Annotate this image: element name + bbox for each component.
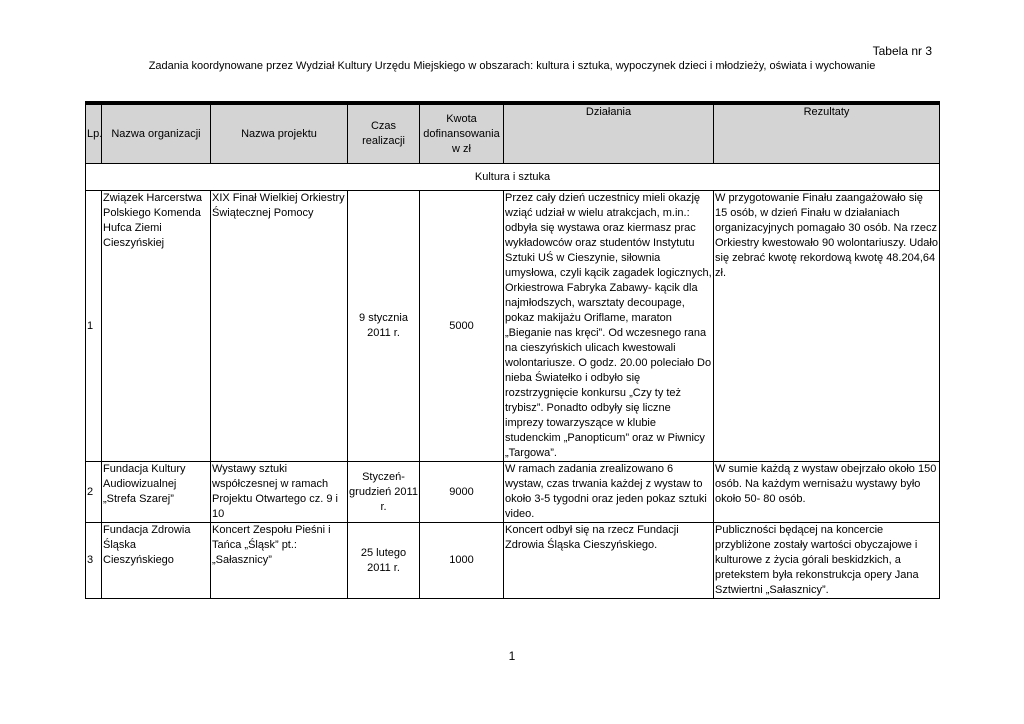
cell-project: XIX Finał Wielkiej Orkiestry Świątecznej Pomocy [211, 191, 348, 462]
col-header-project: Nazwa projektu [211, 105, 348, 164]
col-header-organization: Nazwa organizacji [102, 105, 211, 164]
table-row [86, 191, 940, 462]
cell-amount: 9000 [420, 462, 504, 523]
cell-organization: Fundacja Zdrowia Śląska Cieszyńskiego [102, 523, 211, 599]
col-header-results: Rezultaty [714, 105, 940, 164]
section-row [86, 164, 940, 191]
cell-time: Styczeń-grudzień 2011 r. [348, 462, 420, 523]
cell-lp: 3 [86, 523, 102, 599]
table-number: Tabela nr 3 [872, 44, 932, 58]
col-header-actions: Działania [504, 105, 714, 164]
col-header-lp: Lp. [86, 105, 102, 164]
cell-results: Publiczności będącej na koncercie przybliżone zostały wartości obyczajowe i kulturowe z życia górali beskidzkich, a pretekstem była rekonstrukcja opery Jana Sztwiertni „Sałasznicy”. [714, 523, 940, 599]
cell-actions: Koncert odbył się na rzecz Fundacji Zdrowia Śląska Cieszyńskiego. [504, 523, 714, 599]
table-row [86, 462, 940, 523]
table-header-row [86, 105, 940, 164]
page-number: 1 [508, 649, 516, 663]
cell-actions: W ramach zadania zrealizowano 6 wystaw, czas trwania każdej z wystaw to około 3-5 tygodni oraz jeden pokaz sztuki video. [504, 462, 714, 523]
cell-lp: 2 [86, 462, 102, 523]
col-header-amount: Kwota dofinansowania w zł [420, 105, 504, 164]
cell-organization: Fundacja Kultury Audiowizualnej „Strefa Szarej” [102, 462, 211, 523]
document-title: Zadania koordynowane przez Wydział Kultury Urzędu Miejskiego w obszarach: kultura i sztuka, wypoczynek dzieci i młodzieży, oświata i wychowanie [148, 60, 876, 72]
cell-results: W przygotowanie Finału zaangażowało się 15 osób, w dzień Finału w działaniach organizacyjnych pomagało 30 osób. Na rzecz Orkiestry kwestowało 90 wolontariuszy. Udało się zebrać kwotę rekordową kwotę 48.204,64 zł. [714, 191, 940, 462]
cell-amount: 1000 [420, 523, 504, 599]
section-title: Kultura i sztuka [86, 164, 940, 191]
cell-amount: 5000 [420, 191, 504, 462]
table-row [86, 523, 940, 599]
cell-project: Wystawy sztuki współczesnej w ramach Projektu Otwartego cz. 9 i 10 [211, 462, 348, 523]
cell-time: 9 stycznia 2011 r. [348, 191, 420, 462]
cell-actions: Przez cały dzień uczestnicy mieli okazję wziąć udział w wielu atrakcjach, m.in.: odbyła się wystawa oraz kiermasz prac wykładowców oraz studentów Instytutu Sztuki UŚ w Cieszynie, siłownia umysłowa, czyli kącik zagadek logicznych, Orkiestrowa Fabryka Zabawy- kącik dla najmłodszych, warsztaty decoupage, pokaz makijażu Oriflame, maraton „Bieganie nas kręci”. Od wczesnego rana na cieszyńskich ulicach kwestowali wolontariusze. O godz. 20.00 poleciało Do nieba Światełko i odbyło się rozstrzygnięcie konkursu „Czy ty też trybisz”. Ponadto odbyły się liczne imprezy towarzyszące w klubie studenckim „Panopticum” oraz w Piwnicy „Targowa”. [504, 191, 714, 462]
cell-time: 25 lutego 2011 r. [348, 523, 420, 599]
cell-organization: Związek Harcerstwa Polskiego Komenda Hufca Ziemi Cieszyńskiej [102, 191, 211, 462]
col-header-time: Czas realizacji [348, 105, 420, 164]
cell-results: W sumie każdą z wystaw obejrzało około 150 osób. Na każdym wernisażu wystawy było około 50- 80 osób. [714, 462, 940, 523]
cell-project: Koncert Zespołu Pieśni i Tańca „Śląsk” pt.: „Sałasznicy” [211, 523, 348, 599]
cell-lp: 1 [86, 191, 102, 462]
tasks-table [85, 101, 940, 599]
